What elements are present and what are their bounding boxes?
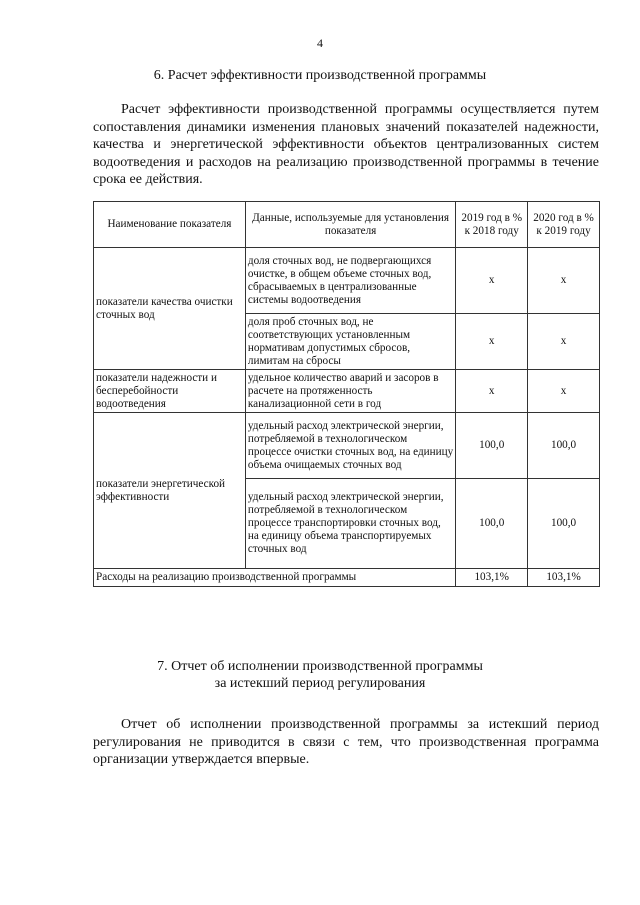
row-data: доля сточных вод, не подвергающихся очистке, в общем объеме сточных вод, сбрасываемых в централизованные системы водоотведения — [245, 248, 455, 314]
group-energy: показатели энергетической эффективности — [94, 413, 246, 569]
table-header-row — [94, 202, 600, 248]
section-7-title — [0, 658, 640, 692]
row-2019: x — [456, 248, 528, 314]
row-2020: 100,0 — [528, 479, 600, 569]
row-2020: x — [528, 314, 600, 370]
row-2019: 100,0 — [456, 413, 528, 479]
group-quality: показатели качества очистки сточных вод — [94, 248, 246, 370]
total-label: Расходы на реализацию производственной программы — [94, 569, 456, 587]
section-7-title-line2: за истекший период регулирования — [214, 676, 426, 691]
section-6-title: 6. Расчет эффективности производственной программы — [153, 68, 487, 83]
header-2019: 2019 год в % к 2018 году — [456, 202, 528, 248]
row-2020: 100,0 — [528, 413, 600, 479]
row-data: удельное количество аварий и засоров в расчете на протяженность канализационной сети в год — [245, 370, 455, 413]
row-data: удельный расход электрической энергии, потребляемой в технологическом процессе очистки сточных вод, на единицу объема очищаемых сточных вод — [245, 413, 455, 479]
section-6-paragraph: Расчет эффективности производственной программы осуществляется путем сопоставления динамики изменения плановых значений показателей надежности, качества и энергетической эффективности объектов централизованных систем водоотведения и расходов на реализацию производственной программы в течение срока ее действия. — [93, 102, 599, 187]
row-data: доля проб сточных вод, не соответствующих установленным нормативам допустимых сбросов, лимитам на сбросы — [245, 314, 455, 370]
group-reliability: показатели надежности и бесперебойности водоотведения — [94, 370, 246, 413]
row-2019: x — [456, 314, 528, 370]
section-7-paragraph: Отчет об исполнении производственной программы за истекший период регулирования не приводится в связи с тем, что производственная программа организации утверждается впервые. — [93, 717, 599, 767]
table-row — [94, 248, 600, 314]
row-2020: x — [528, 248, 600, 314]
table-row — [94, 413, 600, 479]
row-data: удельный расход электрической энергии, потребляемой в технологическом процессе транспортировки сточных вод, на единицу объема транспортируемых сточных вод — [245, 479, 455, 569]
indicators-table — [93, 201, 600, 587]
row-2019: x — [456, 370, 528, 413]
page-number: 4 — [317, 36, 323, 50]
header-name: Наименование показателя — [94, 202, 246, 248]
row-2020: x — [528, 370, 600, 413]
total-2020: 103,1% — [528, 569, 600, 587]
section-7-title-line1: 7. Отчет об исполнении производственной программы — [157, 659, 483, 674]
header-data: Данные, используемые для установления показателя — [245, 202, 455, 248]
row-2019: 100,0 — [456, 479, 528, 569]
table-row — [94, 370, 600, 413]
total-2019: 103,1% — [456, 569, 528, 587]
header-2020: 2020 год в % к 2019 году — [528, 202, 600, 248]
table-total-row — [94, 569, 600, 587]
